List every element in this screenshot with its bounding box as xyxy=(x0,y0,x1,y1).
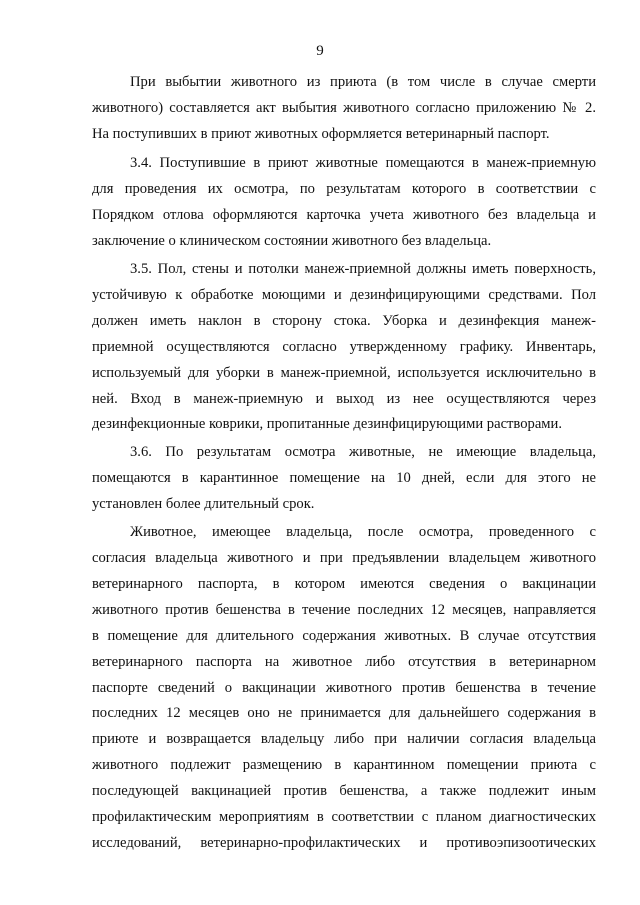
text-line: При выбытии животного из приюта (в том числе в случае смерти xyxy=(130,74,596,90)
text-line: ней. Вход в манеж-приемную и выход из нее осуществляются через xyxy=(92,391,596,407)
text-line: животного против бешенства в течение последних 12 месяцев, направляется xyxy=(92,602,596,618)
text-line: в помещение для длительного содержания животных. В случае отсутствия xyxy=(92,628,596,644)
text-line: ветеринарного паспорта на животное либо отсутствия в ветеринарном xyxy=(92,654,596,670)
text-line: ветеринарного паспорта, в котором имеются сведения о вакцинации xyxy=(92,576,596,592)
text-line: 3.6. По результатам осмотра животные, не имеющие владельца, xyxy=(130,444,596,460)
text-line: животного) составляется акт выбытия животного согласно приложению № 2. xyxy=(92,100,596,116)
text-line: профилактическим мероприятиям в соответствии с планом диагностических xyxy=(92,809,596,825)
text-line: исследований, ветеринарно-профилактических и противоэпизоотических xyxy=(92,835,596,851)
text-line: 3.5. Пол, стены и потолки манеж-приемной должны иметь поверхность, xyxy=(130,261,596,277)
text-line: Животное, имеющее владельца, после осмотра, проведенного с xyxy=(130,524,596,540)
page-number: 9 xyxy=(316,43,324,59)
text-line: помещаются в карантинное помещение на 10 дней, если для этого не xyxy=(92,470,596,486)
text-line: согласия владельца животного и при предъявлении владельцем животного xyxy=(92,550,596,566)
text-line: должен иметь наклон в сторону стока. Уборка и дезинфекция манеж- xyxy=(92,313,596,329)
text-line: установлен более длительный срок. xyxy=(92,496,315,512)
text-line: приемной осуществляются согласно утвержденному графику. Инвентарь, xyxy=(92,339,596,355)
text-line: животного подлежит размещению в карантинном помещении приюта с xyxy=(92,757,596,773)
text-line: дезинфекционные коврики, пропитанные дезинфицирующими растворами. xyxy=(92,416,562,432)
text-line: для проведения их осмотра, по результатам которого в соответствии с xyxy=(92,181,596,197)
text-line: паспорте сведений о вакцинации животного против бешенства в течение xyxy=(92,680,596,696)
text-line: На поступивших в приют животных оформляется ветеринарный паспорт. xyxy=(92,126,550,142)
text-line: используемый для уборки в манеж-приемной, используется исключительно в xyxy=(92,365,596,381)
text-line: 3.4. Поступившие в приют животные помещаются в манеж-приемную xyxy=(130,155,596,171)
text-line: устойчивую к обработке моющими и дезинфицирующими средствами. Пол xyxy=(92,287,596,303)
text-line: заключение о клиническом состоянии животного без владельца. xyxy=(92,233,492,249)
text-line: приюте и возвращается владельцу либо при наличии согласия владельца xyxy=(92,731,596,747)
text-line: последующей вакцинацией против бешенства, а также подлежит иным xyxy=(92,783,596,799)
text-line: Порядком отлова оформляются карточка учета животного без владельца и xyxy=(92,207,596,223)
text-line: последних 12 месяцев оно не принимается для дальнейшего содержания в xyxy=(92,705,596,721)
